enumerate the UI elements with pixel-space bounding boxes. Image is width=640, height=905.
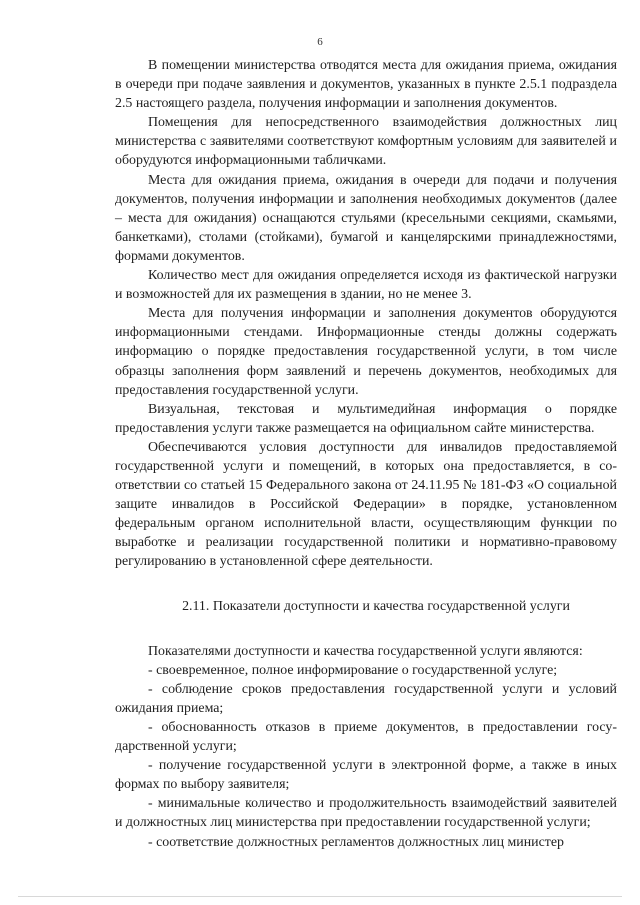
list-item-interactions: - минимальные количество и продолжительность взаимодействий заявителей и должностных лиц министерства при предоставлении государственной услуги;	[115, 796, 617, 831]
document-body	[115, 56, 617, 852]
paragraph-indicators-intro: Показателями доступности и качества государственной услуги являются:	[148, 643, 583, 659]
bottom-divider	[18, 896, 622, 897]
paragraph-info-stands: Места для получения информации и заполнения документов оборудуются информационными стендами. Информационные стенды должны содержать информацию о порядке предоставления государственной услуги, в том числе образцы заполнения форм заявлений и перечень документов, необходимых для предоставления государственной услуги.	[115, 306, 617, 398]
list-item-informing: - своевременное, полное информирование о государственной услуге;	[148, 662, 558, 678]
page-number: 6	[317, 36, 323, 48]
list-item-deadlines: - соблюдение сроков предоставления государственной услуги и условий ожидания приема;	[115, 681, 617, 716]
paragraph-waiting-count: Количество мест для ожидания определяется исходя из фактической нагрузки и возможностей для их размещения в здании, но не менее 3.	[115, 268, 617, 303]
paragraph-accessibility: Обеспечиваются условия доступности для инвалидов предоставляемой государственной услуги и помещений, в которых она предоставляется, в соответствии со статьей 15 Федерального закона от 24.11.95 № 181-ФЗ «О социальной защите инвалидов в Российской Федерации» в порядке, установленном федеральным органом исполнительной власти, осуществляющим функции по выработке и реализации государственной политики и нормативно-правовому регулированию в установленной сфере деятельности.	[115, 439, 617, 570]
paragraph-waiting-equipment: Места для ожидания приема, ожидания в очереди для подачи и получения документов, получения информации и заполнения необходимых документов (далее – места для ожидания) оснащаются стульями (кресельными секциями, скамьями, банкетками), столами (стойками), бумагой и канцелярскими принадлежностями, формами документов.	[115, 172, 617, 264]
list-item-refusals: - обоснованность отказов в приеме документов, в предоставлении государственной услуги;	[115, 720, 617, 755]
list-item-electronic-form: - получение государственной услуги в электронной форме, а также в иных формах по выбору заявителя;	[115, 758, 617, 793]
list-item-regulations: - соответствие должностных регламентов должностных лиц министер	[148, 834, 564, 850]
paragraph-waiting-places: В помещении министерства отводятся места для ожидания приема, ожидания в очереди при подаче заявления и документов, указанных в пункте 2.5.1 подраздела 2.5 настоящего раздела, получения информации и заполнения документов.	[115, 58, 617, 112]
section-heading: 2.11. Показатели доступности и качества государственной услуги	[182, 598, 570, 614]
paragraph-interaction-rooms: Помещения для непосредственного взаимодействия должностных лиц министерства с заявителями соответствуют комфортным условиям для заявителей и оборудуются информационными табличками.	[115, 115, 617, 169]
paragraph-multimedia-info: Визуальная, текстовая и мультимедийная информация о порядке предоставления услуги также размещается на официальном сайте министерства.	[115, 401, 617, 436]
